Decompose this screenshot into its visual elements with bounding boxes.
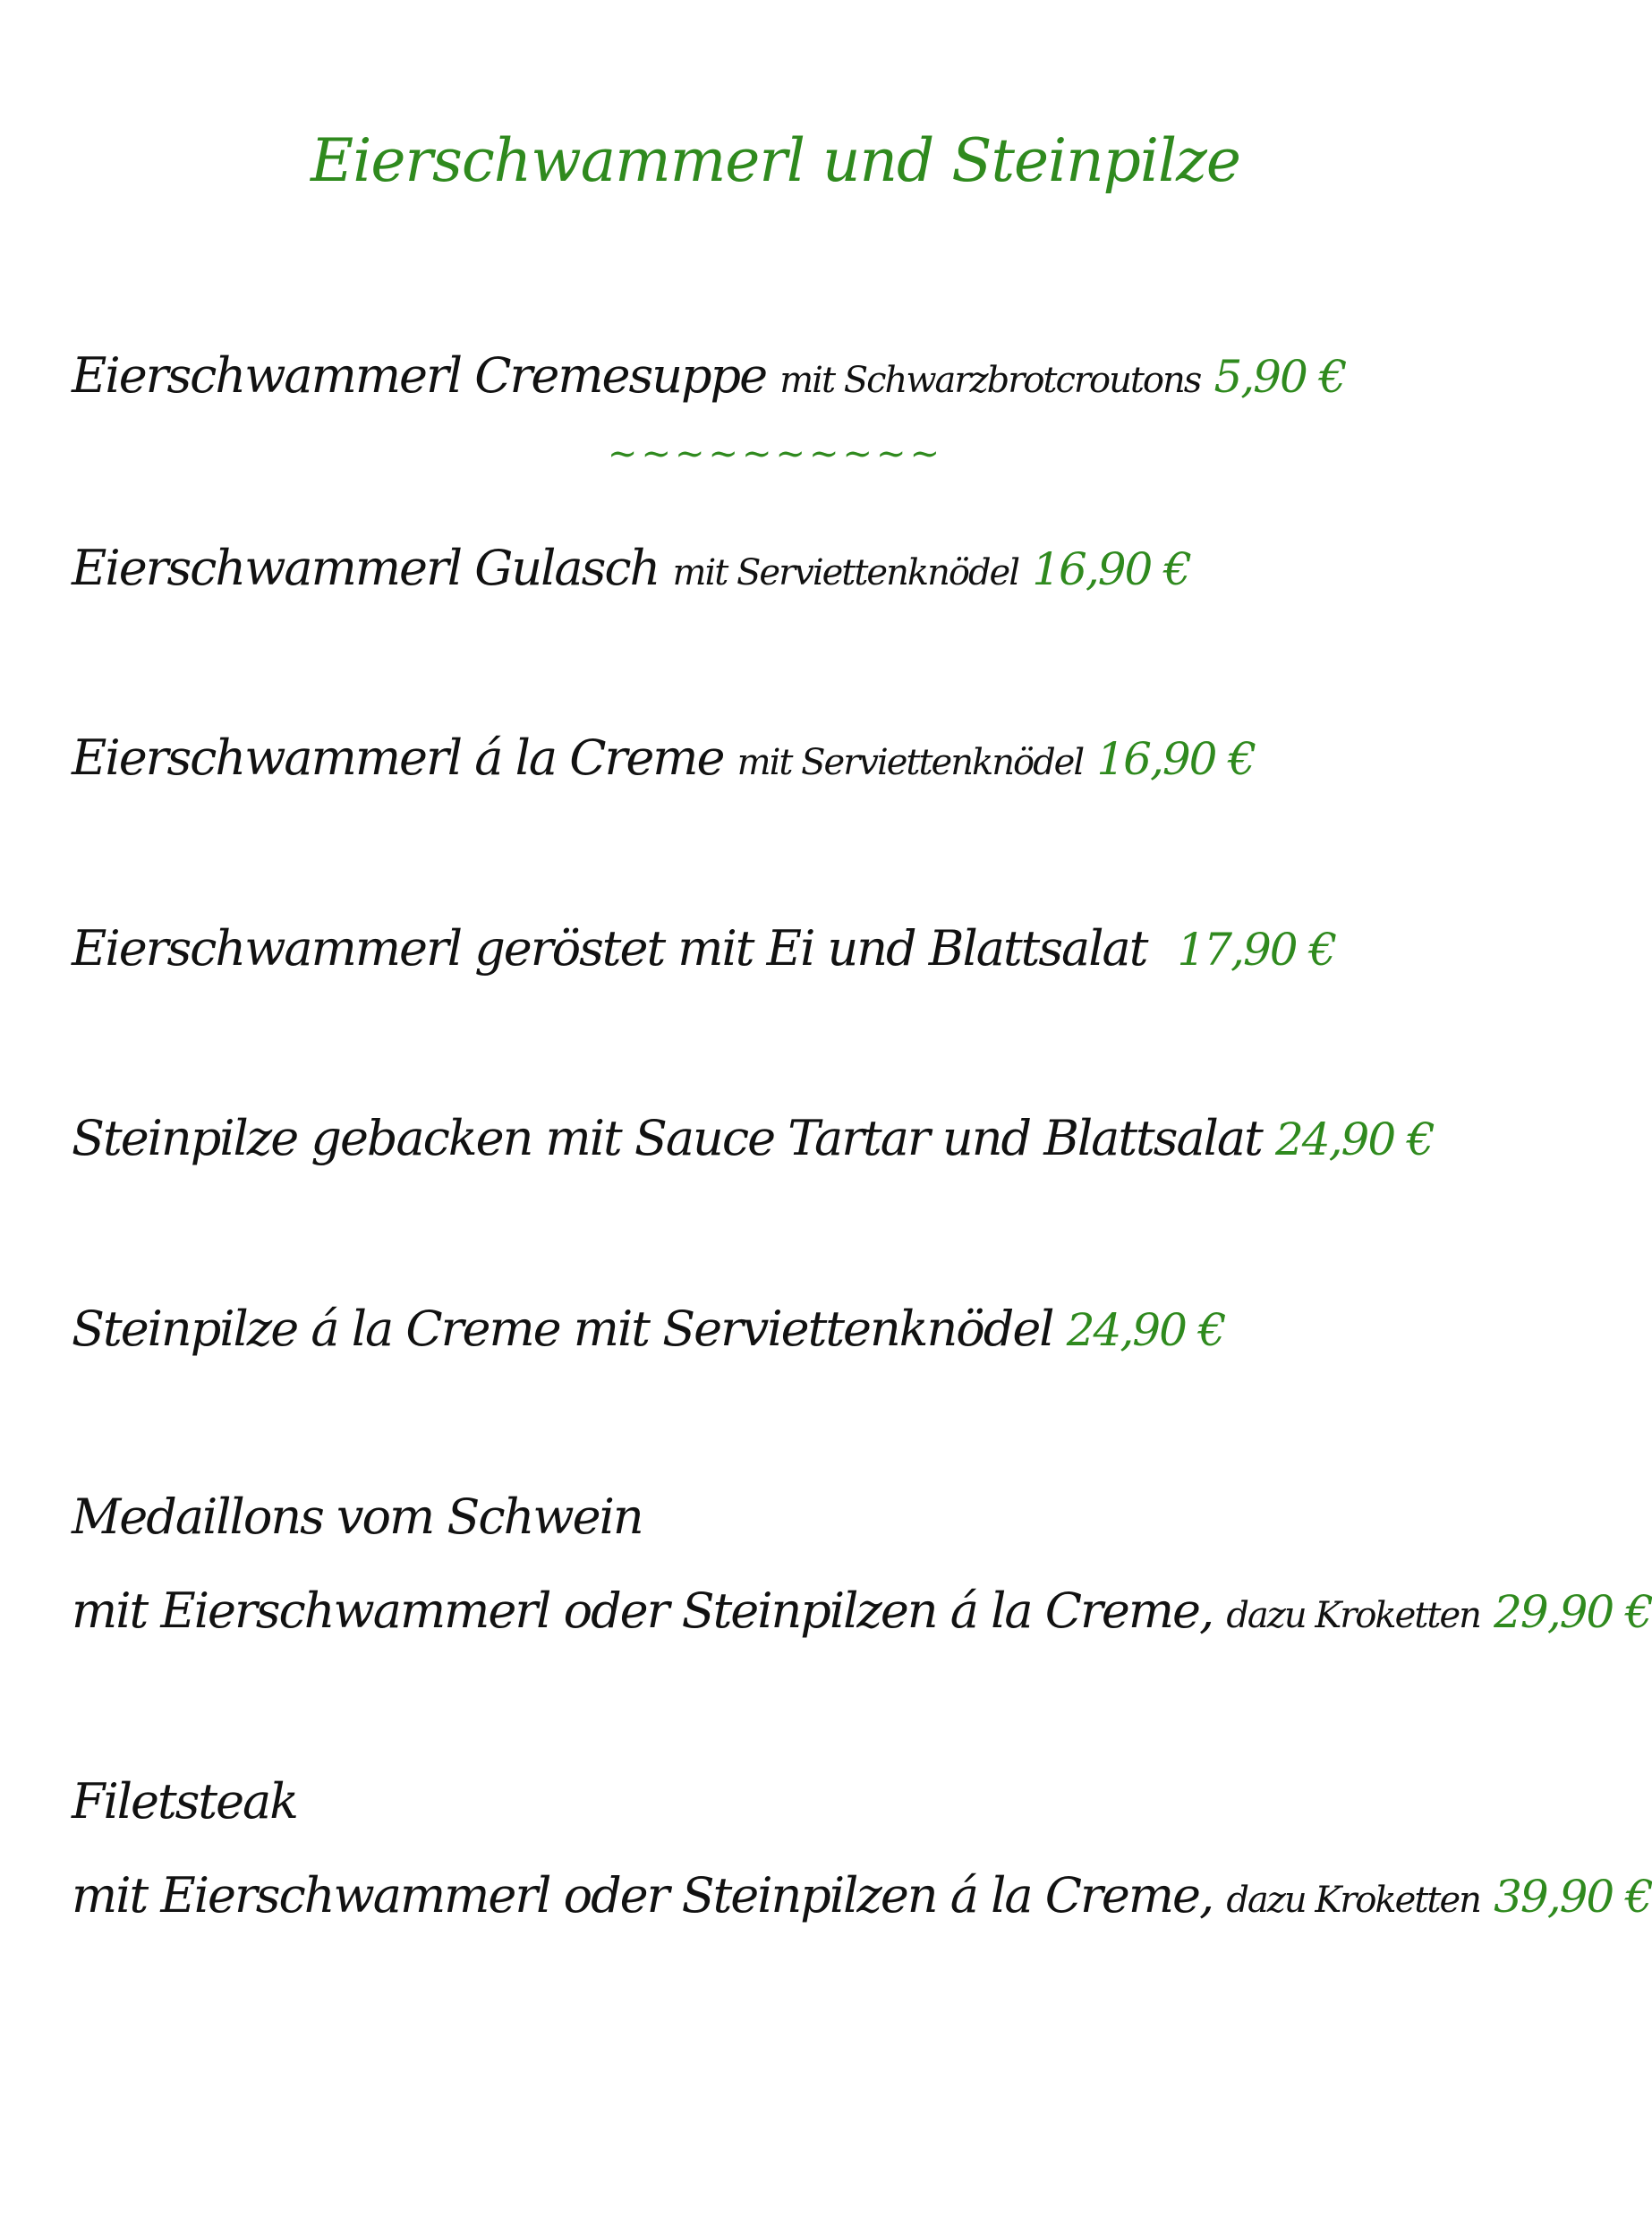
menu-item [72, 1107, 1434, 1171]
menu-item-heading [72, 1486, 643, 1548]
dish-name: Eierschwammerl geröstet mit Ei und Blattsalat [72, 920, 1147, 977]
menu-item-detail [72, 1864, 1652, 1932]
menu-item [72, 727, 1255, 794]
dish-description: mit Serviettenknödel [737, 742, 1084, 783]
dish-description: mit Serviettenknödel [672, 552, 1019, 593]
dish-name: Eierschwammerl á la Creme [72, 729, 724, 786]
dish-price: 29,90 € [1494, 1586, 1652, 1638]
dish-name: Medaillons vom Schwein [72, 1489, 643, 1545]
dish-price: 24,90 € [1066, 1304, 1225, 1356]
dish-detail: mit Eierschwammerl oder Steinpilzen á la Creme, [72, 1582, 1213, 1639]
menu-item-detail [72, 1580, 1652, 1647]
dish-price: 16,90 € [1096, 733, 1256, 785]
menu-item [72, 537, 1190, 604]
dish-detail: mit Eierschwammerl oder Steinpilzen á la Creme, [72, 1867, 1213, 1924]
dish-name: Eierschwammerl Gulasch [72, 540, 660, 596]
menu-item-heading [72, 1770, 297, 1833]
dish-price: 39,90 € [1494, 1871, 1652, 1923]
menu-item [72, 1298, 1225, 1361]
dish-name: Steinpilze á la Creme mit Serviettenknödel [72, 1301, 1053, 1357]
menu-item [72, 345, 1346, 412]
divider: ~~~~~~~~~~ [607, 433, 944, 474]
dish-price: 24,90 € [1275, 1113, 1434, 1165]
dish-name: Eierschwammerl Cremesuppe [72, 347, 767, 404]
dish-price: 5,90 € [1213, 351, 1346, 403]
dish-side: dazu Kroketten [1226, 1880, 1480, 1921]
menu-item [72, 917, 1335, 981]
dish-description: mit Schwarzbrotcroutons [779, 360, 1201, 401]
menu-title: Eierschwammerl und Steinpilze [311, 126, 1240, 195]
dish-side: dazu Kroketten [1226, 1595, 1480, 1636]
dish-name: Steinpilze gebacken mit Sauce Tartar und Blattsalat [72, 1110, 1262, 1166]
dish-name: Filetsteak [72, 1773, 297, 1830]
dish-price: 16,90 € [1032, 543, 1191, 595]
dish-price: 17,90 € [1177, 924, 1336, 976]
